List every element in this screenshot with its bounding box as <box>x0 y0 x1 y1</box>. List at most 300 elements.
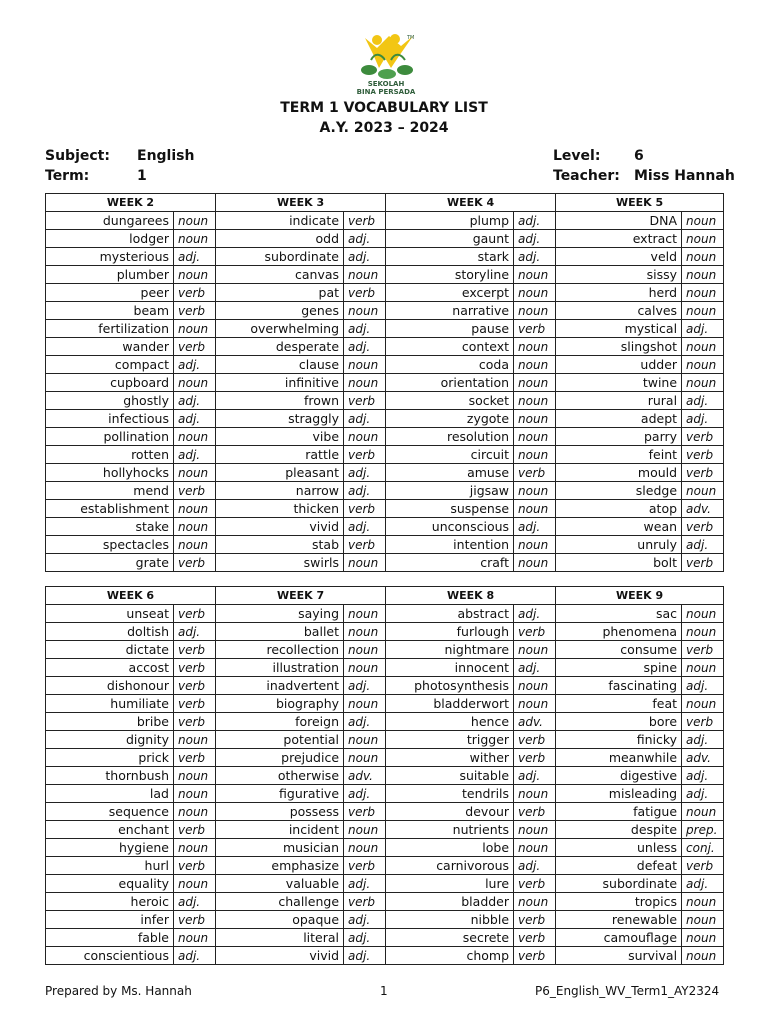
part-of-speech: adj. <box>514 857 556 875</box>
table-row <box>46 554 724 572</box>
table-row <box>46 875 724 893</box>
table-row <box>46 482 724 500</box>
part-of-speech: verb <box>174 911 216 929</box>
part-of-speech: verb <box>682 518 724 536</box>
part-of-speech: adj. <box>514 518 556 536</box>
part-of-speech: noun <box>682 374 724 392</box>
table-row <box>46 428 724 446</box>
vocab-word: literal <box>216 929 344 947</box>
vocab-word: secrete <box>386 929 514 947</box>
vocab-word: dignity <box>46 731 174 749</box>
part-of-speech: adj. <box>344 947 386 965</box>
part-of-speech: noun <box>682 605 724 623</box>
vocab-word: spine <box>556 659 682 677</box>
part-of-speech: adj. <box>682 392 724 410</box>
part-of-speech: verb <box>174 659 216 677</box>
vocab-word: clause <box>216 356 344 374</box>
part-of-speech: noun <box>514 893 556 911</box>
footer-prepared-by: Prepared by Ms. Hannah <box>45 984 192 998</box>
level-label: Level: <box>553 148 601 164</box>
part-of-speech: verb <box>344 536 386 554</box>
vocab-word: emphasize <box>216 857 344 875</box>
term-value: 1 <box>137 168 147 184</box>
vocab-word: bladderwort <box>386 695 514 713</box>
week-header: WEEK 5 <box>556 194 724 212</box>
part-of-speech: noun <box>344 374 386 392</box>
vocab-word: DNA <box>556 212 682 230</box>
vocab-word: genes <box>216 302 344 320</box>
part-of-speech: adv. <box>682 749 724 767</box>
part-of-speech: adj. <box>344 911 386 929</box>
teacher-label: Teacher: <box>553 168 620 184</box>
table-row <box>46 803 724 821</box>
table-row <box>46 695 724 713</box>
table-row <box>46 536 724 554</box>
part-of-speech: noun <box>174 767 216 785</box>
part-of-speech: noun <box>344 356 386 374</box>
part-of-speech: noun <box>514 500 556 518</box>
part-of-speech: verb <box>514 623 556 641</box>
part-of-speech: noun <box>682 302 724 320</box>
vocab-word: beam <box>46 302 174 320</box>
vocab-word: excerpt <box>386 284 514 302</box>
vocab-word: craft <box>386 554 514 572</box>
vocab-word: recollection <box>216 641 344 659</box>
academic-year: A.Y. 2023 – 2024 <box>319 120 449 136</box>
vocab-word: odd <box>216 230 344 248</box>
vocab-word: bribe <box>46 713 174 731</box>
part-of-speech: adj. <box>174 356 216 374</box>
part-of-speech: adj. <box>174 623 216 641</box>
part-of-speech: adj. <box>344 338 386 356</box>
vocab-word: unless <box>556 839 682 857</box>
part-of-speech: adj. <box>344 410 386 428</box>
part-of-speech: noun <box>514 677 556 695</box>
vocab-word: calves <box>556 302 682 320</box>
vocab-word: hence <box>386 713 514 731</box>
part-of-speech: noun <box>174 374 216 392</box>
part-of-speech: noun <box>514 785 556 803</box>
vocab-word: spectacles <box>46 536 174 554</box>
part-of-speech: verb <box>344 857 386 875</box>
vocab-word: sequence <box>46 803 174 821</box>
part-of-speech: verb <box>514 749 556 767</box>
vocab-word: consume <box>556 641 682 659</box>
part-of-speech: noun <box>344 302 386 320</box>
logo-figures-icon <box>357 30 417 82</box>
part-of-speech: noun <box>174 212 216 230</box>
vocab-word: innocent <box>386 659 514 677</box>
part-of-speech: noun <box>514 356 556 374</box>
vocab-word: feint <box>556 446 682 464</box>
table-row <box>46 320 724 338</box>
part-of-speech: verb <box>174 554 216 572</box>
part-of-speech: adj. <box>174 392 216 410</box>
part-of-speech: noun <box>514 641 556 659</box>
part-of-speech: noun <box>514 410 556 428</box>
part-of-speech: verb <box>174 713 216 731</box>
part-of-speech: adj. <box>514 605 556 623</box>
part-of-speech: adj. <box>344 875 386 893</box>
page-number: 1 <box>380 984 388 998</box>
vocab-word: fertilization <box>46 320 174 338</box>
vocab-word: figurative <box>216 785 344 803</box>
vocab-word: furlough <box>386 623 514 641</box>
part-of-speech: noun <box>514 266 556 284</box>
vocab-word: mould <box>556 464 682 482</box>
vocab-word: enchant <box>46 821 174 839</box>
part-of-speech: adj. <box>682 410 724 428</box>
vocab-word: rattle <box>216 446 344 464</box>
week-header: WEEK 7 <box>216 587 386 605</box>
vocab-word: narrative <box>386 302 514 320</box>
table-row <box>46 446 724 464</box>
vocab-word: mend <box>46 482 174 500</box>
table-row <box>46 230 724 248</box>
vocab-word: plump <box>386 212 514 230</box>
part-of-speech: verb <box>514 731 556 749</box>
part-of-speech: verb <box>682 713 724 731</box>
part-of-speech: adj. <box>344 464 386 482</box>
vocab-word: compact <box>46 356 174 374</box>
vocab-word: conscientious <box>46 947 174 965</box>
vocab-word: dungarees <box>46 212 174 230</box>
part-of-speech: verb <box>344 284 386 302</box>
vocab-word: vibe <box>216 428 344 446</box>
vocab-word: unconscious <box>386 518 514 536</box>
vocab-word: possess <box>216 803 344 821</box>
vocab-word: pollination <box>46 428 174 446</box>
part-of-speech: noun <box>514 392 556 410</box>
part-of-speech: verb <box>174 695 216 713</box>
vocab-word: cupboard <box>46 374 174 392</box>
part-of-speech: verb <box>344 392 386 410</box>
part-of-speech: verb <box>344 500 386 518</box>
part-of-speech: verb <box>174 821 216 839</box>
vocab-word: wean <box>556 518 682 536</box>
vocab-word: humiliate <box>46 695 174 713</box>
part-of-speech: adv. <box>514 713 556 731</box>
vocab-word: coda <box>386 356 514 374</box>
vocab-word: sissy <box>556 266 682 284</box>
table-row <box>46 893 724 911</box>
vocab-word: pleasant <box>216 464 344 482</box>
logo-text-line-2: BINA PERSADA <box>356 88 416 96</box>
table-row <box>46 659 724 677</box>
vocab-word: heroic <box>46 893 174 911</box>
part-of-speech: noun <box>682 803 724 821</box>
table-row <box>46 821 724 839</box>
vocab-word: illustration <box>216 659 344 677</box>
vocab-word: nutrients <box>386 821 514 839</box>
vocab-word: challenge <box>216 893 344 911</box>
vocab-word: context <box>386 338 514 356</box>
vocab-word: nibble <box>386 911 514 929</box>
vocab-word: opaque <box>216 911 344 929</box>
vocab-word: stark <box>386 248 514 266</box>
part-of-speech: noun <box>514 302 556 320</box>
part-of-speech: verb <box>344 893 386 911</box>
vocab-word: thornbush <box>46 767 174 785</box>
part-of-speech: noun <box>682 338 724 356</box>
table-row <box>46 248 724 266</box>
vocab-word: mysterious <box>46 248 174 266</box>
vocab-word: renewable <box>556 911 682 929</box>
part-of-speech: verb <box>344 212 386 230</box>
vocab-word: survival <box>556 947 682 965</box>
part-of-speech: adj. <box>682 731 724 749</box>
vocab-word: feat <box>556 695 682 713</box>
vocab-word: hygiene <box>46 839 174 857</box>
part-of-speech: noun <box>682 284 724 302</box>
part-of-speech: noun <box>682 695 724 713</box>
part-of-speech: adj. <box>344 785 386 803</box>
vocab-word: socket <box>386 392 514 410</box>
vocab-word: otherwise <box>216 767 344 785</box>
vocab-word: twine <box>556 374 682 392</box>
part-of-speech: verb <box>514 875 556 893</box>
vocab-word: dictate <box>46 641 174 659</box>
vocab-word: wither <box>386 749 514 767</box>
part-of-speech: adj. <box>514 767 556 785</box>
vocab-word: overwhelming <box>216 320 344 338</box>
vocab-word: circuit <box>386 446 514 464</box>
vocab-word: rural <box>556 392 682 410</box>
part-of-speech: conj. <box>682 839 724 857</box>
vocab-word: incident <box>216 821 344 839</box>
vocab-word: lure <box>386 875 514 893</box>
part-of-speech: verb <box>514 911 556 929</box>
part-of-speech: noun <box>682 248 724 266</box>
part-of-speech: noun <box>514 428 556 446</box>
vocab-word: plumber <box>46 266 174 284</box>
week-header: WEEK 2 <box>46 194 216 212</box>
part-of-speech: noun <box>682 356 724 374</box>
vocab-word: sledge <box>556 482 682 500</box>
part-of-speech: noun <box>682 911 724 929</box>
part-of-speech: adj. <box>682 677 724 695</box>
part-of-speech: noun <box>682 230 724 248</box>
table-header-row <box>46 194 724 212</box>
part-of-speech: noun <box>174 266 216 284</box>
part-of-speech: verb <box>514 464 556 482</box>
part-of-speech: noun <box>514 284 556 302</box>
part-of-speech: noun <box>174 230 216 248</box>
vocab-word: suitable <box>386 767 514 785</box>
vocab-word: fascinating <box>556 677 682 695</box>
vocab-word: nightmare <box>386 641 514 659</box>
vocab-word: fatigue <box>556 803 682 821</box>
part-of-speech: noun <box>174 803 216 821</box>
part-of-speech: noun <box>344 749 386 767</box>
vocab-word: parry <box>556 428 682 446</box>
part-of-speech: verb <box>682 641 724 659</box>
table-row <box>46 677 724 695</box>
footer-file-code: P6_English_WV_Term1_AY2324 <box>535 984 720 998</box>
part-of-speech: adj. <box>514 212 556 230</box>
vocab-word: phenomena <box>556 623 682 641</box>
vocab-word: desperate <box>216 338 344 356</box>
table-row <box>46 266 724 284</box>
vocab-word: potential <box>216 731 344 749</box>
week-header: WEEK 8 <box>386 587 556 605</box>
part-of-speech: noun <box>514 446 556 464</box>
vocab-word: adept <box>556 410 682 428</box>
vocab-word: tendrils <box>386 785 514 803</box>
part-of-speech: verb <box>682 857 724 875</box>
part-of-speech: adj. <box>514 248 556 266</box>
vocab-word: accost <box>46 659 174 677</box>
vocab-word: gaunt <box>386 230 514 248</box>
part-of-speech: noun <box>682 623 724 641</box>
vocab-word: valuable <box>216 875 344 893</box>
part-of-speech: noun <box>514 338 556 356</box>
vocab-word: stake <box>46 518 174 536</box>
part-of-speech: noun <box>344 731 386 749</box>
part-of-speech: adj. <box>344 518 386 536</box>
part-of-speech: adj. <box>344 929 386 947</box>
table-row <box>46 302 724 320</box>
part-of-speech: noun <box>174 428 216 446</box>
vocab-word: biography <box>216 695 344 713</box>
part-of-speech: noun <box>174 875 216 893</box>
part-of-speech: verb <box>514 929 556 947</box>
vocab-word: mystical <box>556 320 682 338</box>
part-of-speech: noun <box>682 929 724 947</box>
vocab-word: swirls <box>216 554 344 572</box>
part-of-speech: adj. <box>344 320 386 338</box>
part-of-speech: noun <box>174 839 216 857</box>
part-of-speech: noun <box>174 320 216 338</box>
part-of-speech: noun <box>682 893 724 911</box>
table-row <box>46 212 724 230</box>
vocab-word: vivid <box>216 518 344 536</box>
table-row <box>46 929 724 947</box>
part-of-speech: verb <box>344 803 386 821</box>
table-header-row <box>46 587 724 605</box>
vocab-word: ghostly <box>46 392 174 410</box>
vocab-word: orientation <box>386 374 514 392</box>
vocab-word: chomp <box>386 947 514 965</box>
vocab-word: frown <box>216 392 344 410</box>
part-of-speech: noun <box>174 500 216 518</box>
part-of-speech: adj. <box>174 893 216 911</box>
vocab-word: infectious <box>46 410 174 428</box>
table-row <box>46 518 724 536</box>
term-label: Term: <box>45 168 90 184</box>
part-of-speech: adj. <box>344 677 386 695</box>
table-row <box>46 785 724 803</box>
vocab-word: narrow <box>216 482 344 500</box>
vocab-word: extract <box>556 230 682 248</box>
part-of-speech: verb <box>514 947 556 965</box>
part-of-speech: noun <box>344 821 386 839</box>
part-of-speech: noun <box>174 929 216 947</box>
part-of-speech: noun <box>344 839 386 857</box>
vocab-word: stab <box>216 536 344 554</box>
table-row <box>46 356 724 374</box>
vocab-word: saying <box>216 605 344 623</box>
part-of-speech: noun <box>682 212 724 230</box>
part-of-speech: noun <box>344 554 386 572</box>
vocab-word: pause <box>386 320 514 338</box>
vocab-word: ballet <box>216 623 344 641</box>
vocab-word: amuse <box>386 464 514 482</box>
vocab-word: straggly <box>216 410 344 428</box>
table-row <box>46 947 724 965</box>
subject-value: English <box>137 148 195 164</box>
vocab-word: devour <box>386 803 514 821</box>
part-of-speech: noun <box>344 641 386 659</box>
part-of-speech: verb <box>514 803 556 821</box>
table-row <box>46 374 724 392</box>
vocab-word: wander <box>46 338 174 356</box>
vocab-word: foreign <box>216 713 344 731</box>
vocab-word: thicken <box>216 500 344 518</box>
part-of-speech: noun <box>174 731 216 749</box>
part-of-speech: adj. <box>682 785 724 803</box>
vocab-word: tropics <box>556 893 682 911</box>
vocab-word: storyline <box>386 266 514 284</box>
table-row <box>46 767 724 785</box>
vocab-word: jigsaw <box>386 482 514 500</box>
vocab-word: abstract <box>386 605 514 623</box>
vocab-word: peer <box>46 284 174 302</box>
table-row <box>46 410 724 428</box>
part-of-speech: noun <box>682 266 724 284</box>
part-of-speech: noun <box>174 518 216 536</box>
part-of-speech: verb <box>174 677 216 695</box>
part-of-speech: noun <box>344 605 386 623</box>
vocab-word: defeat <box>556 857 682 875</box>
table-row <box>46 605 724 623</box>
vocab-word: camouflage <box>556 929 682 947</box>
part-of-speech: verb <box>514 320 556 338</box>
part-of-speech: verb <box>682 428 724 446</box>
vocab-word: suspense <box>386 500 514 518</box>
table-row <box>46 839 724 857</box>
part-of-speech: verb <box>174 605 216 623</box>
table-row <box>46 641 724 659</box>
vocab-word: prick <box>46 749 174 767</box>
part-of-speech: prep. <box>682 821 724 839</box>
part-of-speech: noun <box>682 482 724 500</box>
part-of-speech: adj. <box>344 248 386 266</box>
vocab-word: vivid <box>216 947 344 965</box>
part-of-speech: noun <box>514 821 556 839</box>
table-row <box>46 338 724 356</box>
part-of-speech: adv. <box>344 767 386 785</box>
vocab-word: canvas <box>216 266 344 284</box>
vocab-word: unseat <box>46 605 174 623</box>
vocab-word: hurl <box>46 857 174 875</box>
logo-text-line-1: SEKOLAH <box>367 80 405 88</box>
part-of-speech: verb <box>174 338 216 356</box>
table-row <box>46 857 724 875</box>
vocab-word: subordinate <box>556 875 682 893</box>
vocab-word: bladder <box>386 893 514 911</box>
vocab-word: lobe <box>386 839 514 857</box>
subject-label: Subject: <box>45 148 110 164</box>
vocab-word: lodger <box>46 230 174 248</box>
part-of-speech: noun <box>344 428 386 446</box>
vocab-word: prejudice <box>216 749 344 767</box>
vocab-word: bolt <box>556 554 682 572</box>
part-of-speech: noun <box>174 464 216 482</box>
level-value: 6 <box>634 148 644 164</box>
part-of-speech: noun <box>682 659 724 677</box>
vocab-word: unruly <box>556 536 682 554</box>
